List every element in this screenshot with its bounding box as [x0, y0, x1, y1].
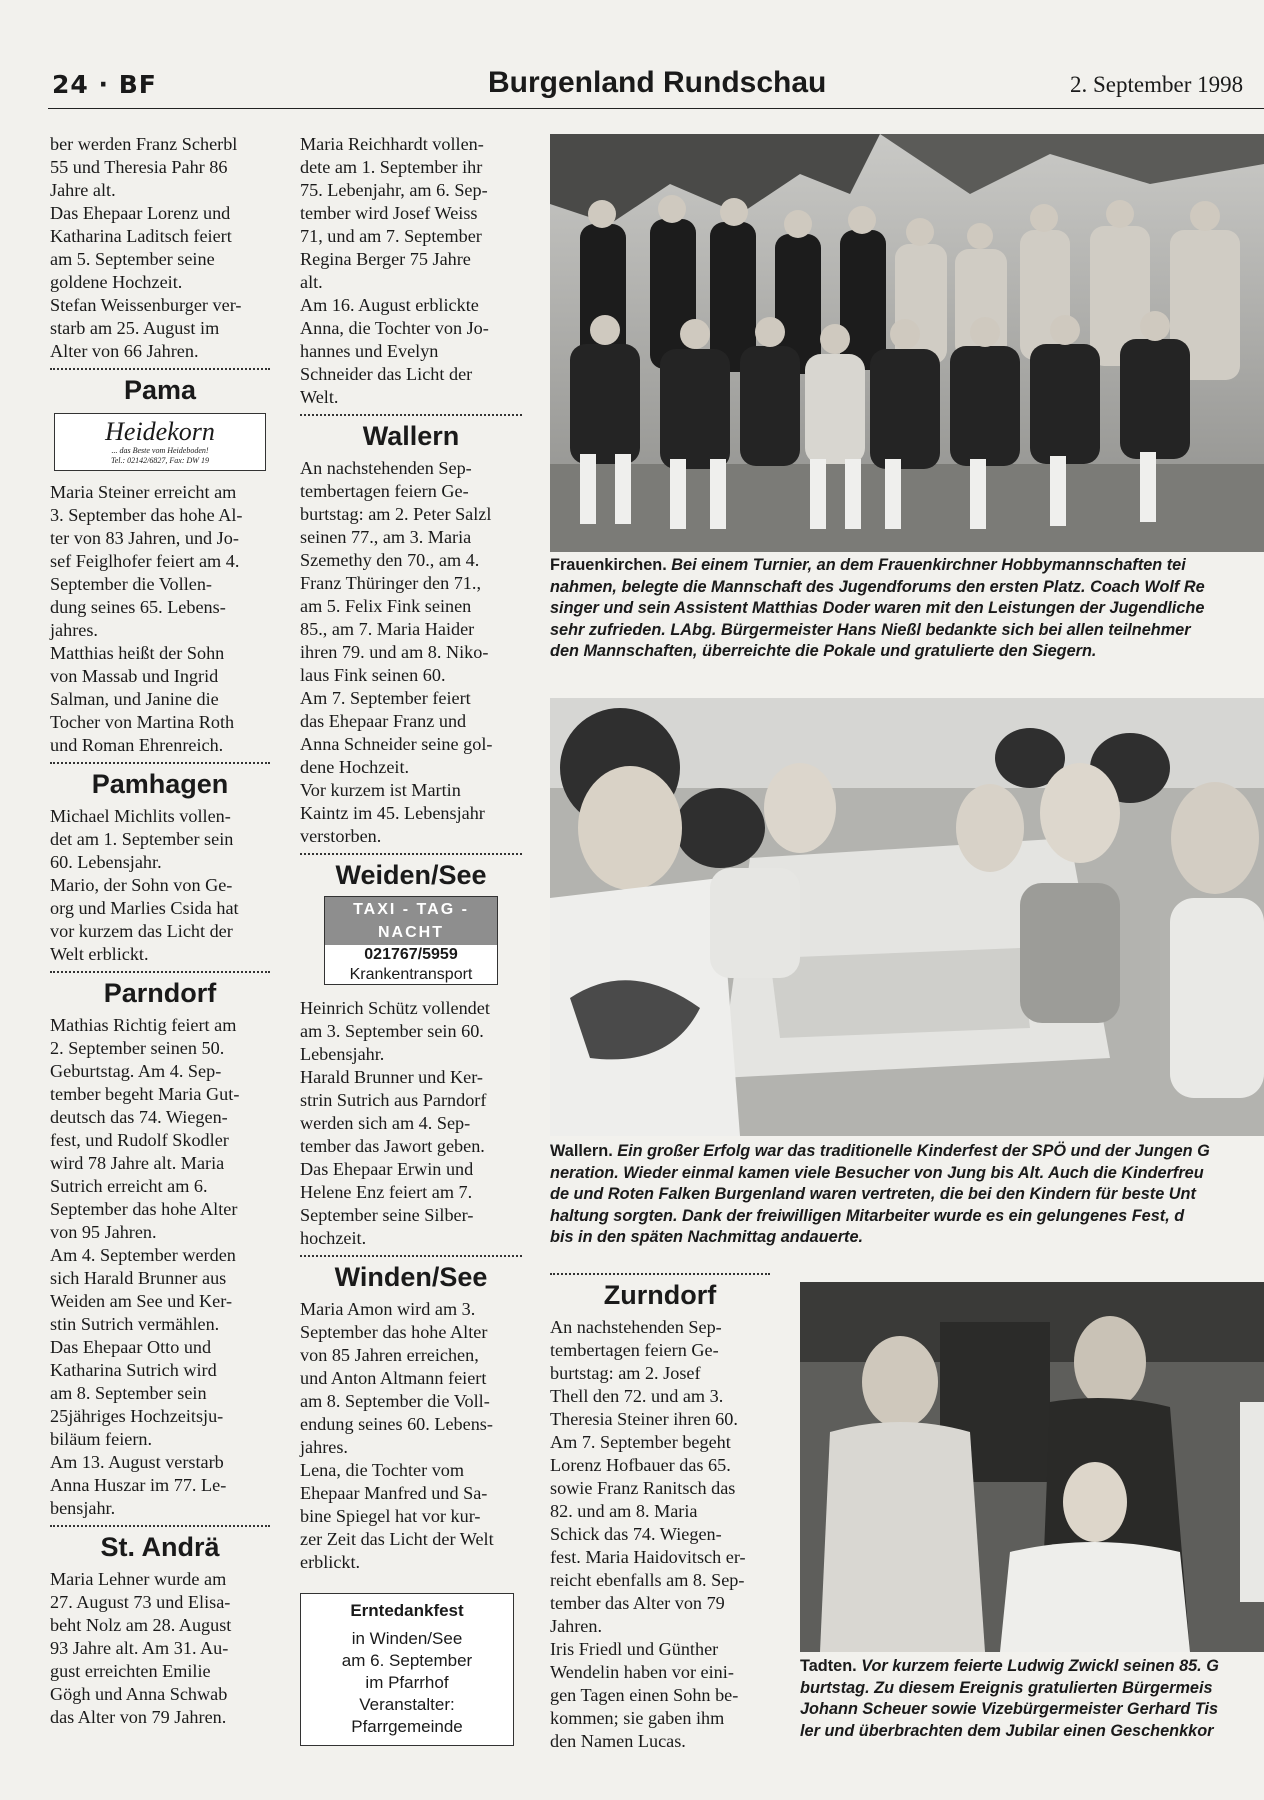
divider — [50, 1525, 270, 1527]
text-line: 60. Lebensjahr. — [50, 852, 162, 872]
text-line: Salman, und Janine die — [50, 689, 219, 709]
text-line: Schick das 74. Wiegen- — [550, 1524, 722, 1544]
text-line: von 85 Jahren erreichen, — [300, 1345, 479, 1365]
wallern-text — [300, 457, 522, 848]
text-line: starb am 25. August im — [50, 318, 220, 338]
text-line: Gögh und Anna Schwab — [50, 1684, 228, 1704]
caption-line: burtstag. Zu diesem Ereignis gratulierten Bürgermeis — [800, 1678, 1213, 1697]
parndorf-text — [50, 1014, 270, 1520]
text-line: Harald Brunner und Ker- — [300, 1067, 483, 1087]
caption-line: haltung sorgten. Dank der freiwilligen Mitarbeiter wurde es ein gelungenes Fest, d — [550, 1206, 1185, 1225]
taxi-phone: 021767/5959 — [364, 946, 458, 963]
text-line: 71, und am 7. September — [300, 226, 482, 246]
text-line: Am 7. September feiert — [300, 688, 471, 708]
weiden-text — [300, 997, 522, 1250]
ad-phone: Tel.: 02142/6827, Fax: DW 19 — [111, 456, 209, 465]
fest-title: Erntedankfest — [350, 1601, 464, 1620]
divider — [300, 853, 522, 855]
text-line: gen Tagen einen Sohn be- — [550, 1685, 739, 1705]
text-line: 85., am 7. Maria Haider — [300, 619, 475, 639]
text-line: Thell den 72. und am 3. — [550, 1386, 724, 1406]
text-line: Franz Thüringer den 71., — [300, 573, 481, 593]
caption-line: den Mannschaften, überreichte die Pokale und gratulierte den Siegern. — [550, 642, 1097, 660]
text-line: Katharina Sutrich wird — [50, 1360, 217, 1380]
text-line: von Massab und Ingrid — [50, 666, 219, 686]
text-line: seinen 77., am 3. Maria — [300, 527, 472, 547]
taxi-service: Krankentransport — [349, 966, 473, 983]
text-line: und Roman Ehrenreich. — [50, 735, 224, 755]
text-line: 27. August 73 und Elisa- — [50, 1592, 231, 1612]
text-line: Am 7. September begeht — [550, 1432, 731, 1452]
text-line: Anna, die Tochter von Jo- — [300, 318, 489, 338]
column-1 — [50, 133, 270, 1729]
text-line: tember das Alter von 79 — [550, 1593, 725, 1613]
text-line: Heinrich Schütz vollendet — [300, 998, 490, 1018]
text-line: Iris Friedl und Günther — [550, 1639, 719, 1659]
text-line: am 5. Felix Fink seinen — [300, 596, 472, 616]
text-line: und Anton Altmann feiert — [300, 1368, 487, 1388]
caption-line: nahmen, belegte die Mannschaft des Jugendforums den ersten Platz. Coach Wolf Re — [550, 577, 1205, 596]
text-line: 93 Jahre alt. Am 31. Au- — [50, 1638, 229, 1658]
heading-winden: Winden/See — [334, 1262, 488, 1292]
heading-zurndorf: Zurndorf — [603, 1280, 717, 1310]
text-line: Sutrich erreicht am 6. — [50, 1176, 208, 1196]
pamhagen-text — [50, 805, 270, 966]
divider — [50, 368, 270, 370]
text-line: Alter von 66 Jahren. — [50, 341, 199, 361]
text-line: det am 1. September sein — [50, 829, 234, 849]
caption-line: Johann Scheuer sowie Vizebürgermeister Gerhard Tis — [800, 1700, 1219, 1718]
heidekorn-ad — [54, 413, 266, 471]
text-line: endung seines 60. Lebens- — [300, 1414, 493, 1434]
text-line: zer Zeit das Licht der Welt — [300, 1529, 494, 1549]
caption-place: Wallern. — [550, 1142, 613, 1160]
text-line: hannes und Evelyn — [300, 341, 439, 361]
text-line: Ehepaar Manfred und Sa- — [300, 1483, 488, 1503]
divider — [300, 1255, 522, 1257]
text-line: stin Sutrich vermählen. — [50, 1314, 220, 1334]
text-line: Mario, der Sohn von Ge- — [50, 875, 233, 895]
text-line: Michael Michlits vollen- — [50, 806, 231, 826]
col2-intro — [300, 133, 522, 409]
fest-line: Pfarrgemeinde — [351, 1717, 463, 1736]
tadten-photo — [800, 1282, 1264, 1652]
text-line: das Ehepaar Franz und — [300, 711, 467, 731]
text-line: tembertagen feiern Ge- — [300, 481, 469, 501]
text-line: Matthias heißt der Sohn — [50, 643, 225, 663]
heading-st-andrae: St. Andrä — [100, 1532, 220, 1562]
caption-line: Ein großer Erfolg war das traditionelle Kinderfest der SPÖ und der Jungen G — [612, 1142, 1210, 1160]
text-line: beht Nolz am 28. August — [50, 1615, 232, 1635]
heading-parndorf: Parndorf — [103, 978, 217, 1008]
text-line: dete am 1. September ihr — [300, 157, 483, 177]
text-line: dung seines 65. Lebens- — [50, 597, 226, 617]
text-line: bine Spiegel hat vor kur- — [300, 1506, 481, 1526]
text-line: Weiden am See und Ker- — [50, 1291, 232, 1311]
text-line: Jahre alt. — [50, 180, 116, 200]
text-line: Katharina Laditsch feiert — [50, 226, 232, 246]
fest-line: am 6. September — [341, 1651, 473, 1670]
text-line: strin Sutrich aus Parndorf — [300, 1090, 487, 1110]
text-line: September das hohe Alter — [300, 1322, 488, 1342]
text-line: 55 und Theresia Pahr 86 — [50, 157, 228, 177]
text-line: Lena, die Tochter vom — [300, 1460, 465, 1480]
team-photo — [550, 134, 1264, 552]
caption-place: Frauenkirchen. — [550, 556, 667, 574]
ad-slogan: ... das Beste vom Heideboden! — [111, 446, 209, 455]
text-line: Regina Berger 75 Jahre — [300, 249, 471, 269]
text-line: 82. und am 8. Maria — [550, 1501, 698, 1521]
text-line: Wendelin haben vor eini- — [550, 1662, 734, 1682]
text-line: ihren 79. und am 8. Niko- — [300, 642, 489, 662]
text-line: Anna Huszar im 77. Le- — [50, 1475, 227, 1495]
divider — [50, 762, 270, 764]
text-line: Szemethy den 70., am 4. — [300, 550, 480, 570]
st-andrae-text — [50, 1568, 270, 1729]
issue-date: 2. September 1998 — [1070, 72, 1244, 97]
caption-tadten — [800, 1656, 1264, 1742]
text-line: verstorben. — [300, 826, 382, 846]
text-line: laus Fink seinen 60. — [300, 665, 446, 685]
header-rule — [48, 108, 1264, 109]
text-line: Kaintz im 45. Lebensjahr — [300, 803, 485, 823]
text-line: September die Vollen- — [50, 574, 212, 594]
text-line: tember wird Josef Weiss — [300, 203, 478, 223]
text-line: Tocher von Martina Roth — [50, 712, 235, 732]
caption-line: de und Roten Falken Burgenland waren vertreten, die bei den Kindern für beste Unt — [550, 1185, 1196, 1203]
text-line: ter von 83 Jahren, und Jo- — [50, 528, 239, 548]
caption-line: neration. Wieder einmal kamen viele Besucher von Jung bis Alt. Auch die Kinderfreu — [550, 1163, 1204, 1182]
text-line: dene Hochzeit. — [300, 757, 410, 777]
text-line: Am 13. August verstarb — [50, 1452, 224, 1472]
masthead: Burgenland Rundschau — [488, 66, 827, 99]
fest-line: Veranstalter: — [359, 1695, 455, 1714]
text-line: goldene Hochzeit. — [50, 272, 183, 292]
text-line: Das Ehepaar Otto und — [50, 1337, 212, 1357]
text-line: 25jähriges Hochzeitsju- — [50, 1406, 224, 1426]
text-line: Das Ehepaar Erwin und — [300, 1159, 474, 1179]
caption-line: sehr zufrieden. LAbg. Bürgermeister Hans Nießl bedankte sich bei allen teilnehmer — [550, 620, 1191, 639]
text-line: ber werden Franz Scherbl — [50, 134, 238, 154]
text-line: von 95 Jahren. — [50, 1222, 157, 1242]
text-line: Schneider das Licht der — [300, 364, 473, 384]
text-line: 3. September das hohe Al- — [50, 505, 243, 525]
text-line: gust erreichten Emilie — [50, 1661, 211, 1681]
text-line: burtstag: am 2. Josef — [550, 1363, 701, 1383]
text-line: Am 16. August erblickte — [300, 295, 479, 315]
erntedankfest-box — [300, 1593, 514, 1746]
text-line: tember begeht Maria Gut- — [50, 1084, 240, 1104]
text-line: September das hohe Alter — [50, 1199, 238, 1219]
text-line: am 8. September die Voll- — [300, 1391, 490, 1411]
text-line: Maria Steiner erreicht am — [50, 482, 237, 502]
text-line: tembertagen feiern Ge- — [550, 1340, 719, 1360]
text-line: Geburtstag. Am 4. Sep- — [50, 1061, 222, 1081]
heading-pamhagen: Pamhagen — [91, 769, 229, 799]
text-line: 2. September seinen 50. — [50, 1038, 225, 1058]
text-line: Stefan Weissenburger ver- — [50, 295, 242, 315]
text-line: sowie Franz Ranitsch das — [550, 1478, 736, 1498]
winden-text — [300, 1298, 522, 1574]
divider — [550, 1273, 770, 1275]
caption-frauenkirchen — [550, 555, 1264, 663]
text-line: fest, und Rudolf Skodler — [50, 1130, 229, 1150]
divider — [50, 971, 270, 973]
text-line: kommen; sie gaben ihm — [550, 1708, 725, 1728]
heading-weiden: Weiden/See — [335, 860, 487, 890]
text-line: Anna Schneider seine gol- — [300, 734, 493, 754]
text-line: Welt erblickt. — [50, 944, 149, 964]
text-line: Lorenz Hofbauer das 65. — [550, 1455, 731, 1475]
text-line: hochzeit. — [300, 1228, 367, 1248]
text-line: tember das Jawort geben. — [300, 1136, 485, 1156]
text-line: jahres. — [300, 1437, 348, 1457]
text-line: Helene Enz feiert am 7. — [300, 1182, 473, 1202]
text-line: erblickt. — [300, 1552, 361, 1572]
page-header — [48, 62, 1264, 110]
fest-line: in Winden/See — [351, 1629, 463, 1648]
text-line: Maria Reichhardt vollen- — [300, 134, 484, 154]
text-line: alt. — [300, 272, 323, 292]
taxi-ad — [324, 896, 498, 985]
text-line: deutsch das 74. Wiegen- — [50, 1107, 228, 1127]
text-line: am 8. September sein — [50, 1383, 207, 1403]
page-number: 24 · BF — [52, 70, 157, 99]
column-3 — [550, 1268, 770, 1753]
text-line: Vor kurzem ist Martin — [300, 780, 461, 800]
taxi-title: TAXI - TAG - NACHT — [325, 897, 497, 945]
text-line: den Namen Lucas. — [550, 1731, 686, 1751]
text-line: Maria Amon wird am 3. — [300, 1299, 476, 1319]
text-line: sich Harald Brunner aus — [50, 1268, 227, 1288]
text-line: am 3. September sein 60. — [300, 1021, 484, 1041]
text-line: org und Marlies Csida hat — [50, 898, 239, 918]
text-line: Am 4. September werden — [50, 1245, 236, 1265]
text-line: An nachstehenden Sep- — [550, 1317, 722, 1337]
caption-line: Vor kurzem feierte Ludwig Zwickl seinen 85. G — [856, 1657, 1219, 1675]
text-line: fest. Maria Haidovitsch er- — [550, 1547, 746, 1567]
text-line: sef Feiglhofer feiert am 4. — [50, 551, 240, 571]
text-line: am 5. September seine — [50, 249, 215, 269]
text-line: Das Ehepaar Lorenz und — [50, 203, 231, 223]
caption-line: bis in den späten Nachmittag andauerte. — [550, 1228, 864, 1246]
zurndorf-text — [550, 1316, 770, 1753]
heading-wallern: Wallern — [362, 421, 460, 451]
text-line: wird 78 Jahre alt. Maria — [50, 1153, 225, 1173]
text-line: das Alter von 79 Jahren. — [50, 1707, 227, 1727]
text-line: Jahren. — [550, 1616, 603, 1636]
text-line: jahres. — [50, 620, 98, 640]
text-line: vor kurzem das Licht der — [50, 921, 233, 941]
text-line: bensjahr. — [50, 1498, 116, 1518]
pama-text — [50, 481, 270, 757]
fest-line: im Pfarrhof — [365, 1673, 449, 1692]
caption-line: ler und überbrachten dem Jubilar einen Geschenkkor — [800, 1721, 1214, 1740]
text-line: Theresia Steiner ihren 60. — [550, 1409, 738, 1429]
text-line: Lebensjahr. — [300, 1044, 385, 1064]
text-line: September seine Silber- — [300, 1205, 474, 1225]
text-line: 75. Lebenjahr, am 6. Sep- — [300, 180, 488, 200]
text-line: reicht ebenfalls am 8. Sep- — [550, 1570, 745, 1590]
caption-place: Tadten. — [800, 1657, 857, 1675]
caption-line: singer und sein Assistent Matthias Doder waren mit den Leistungen der Jugendliche — [550, 599, 1205, 617]
col1-intro — [50, 133, 270, 363]
divider — [300, 414, 522, 416]
column-2 — [300, 133, 522, 1574]
text-line: Welt. — [300, 387, 339, 407]
text-line: Mathias Richtig feiert am — [50, 1015, 237, 1035]
caption-wallern — [550, 1141, 1264, 1249]
text-line: werden sich am 4. Sep- — [300, 1113, 471, 1133]
text-line: biläum feiern. — [50, 1429, 153, 1449]
kinderfest-photo — [550, 698, 1264, 1136]
caption-line: Bei einem Turnier, an dem Frauenkirchner Hobbymannschaften tei — [666, 556, 1186, 574]
ad-logo: Heidekorn — [105, 417, 215, 446]
text-line: burtstag: am 2. Peter Salzl — [300, 504, 492, 524]
heading-pama: Pama — [123, 375, 197, 405]
text-line: An nachstehenden Sep- — [300, 458, 472, 478]
text-line: Maria Lehner wurde am — [50, 1569, 227, 1589]
